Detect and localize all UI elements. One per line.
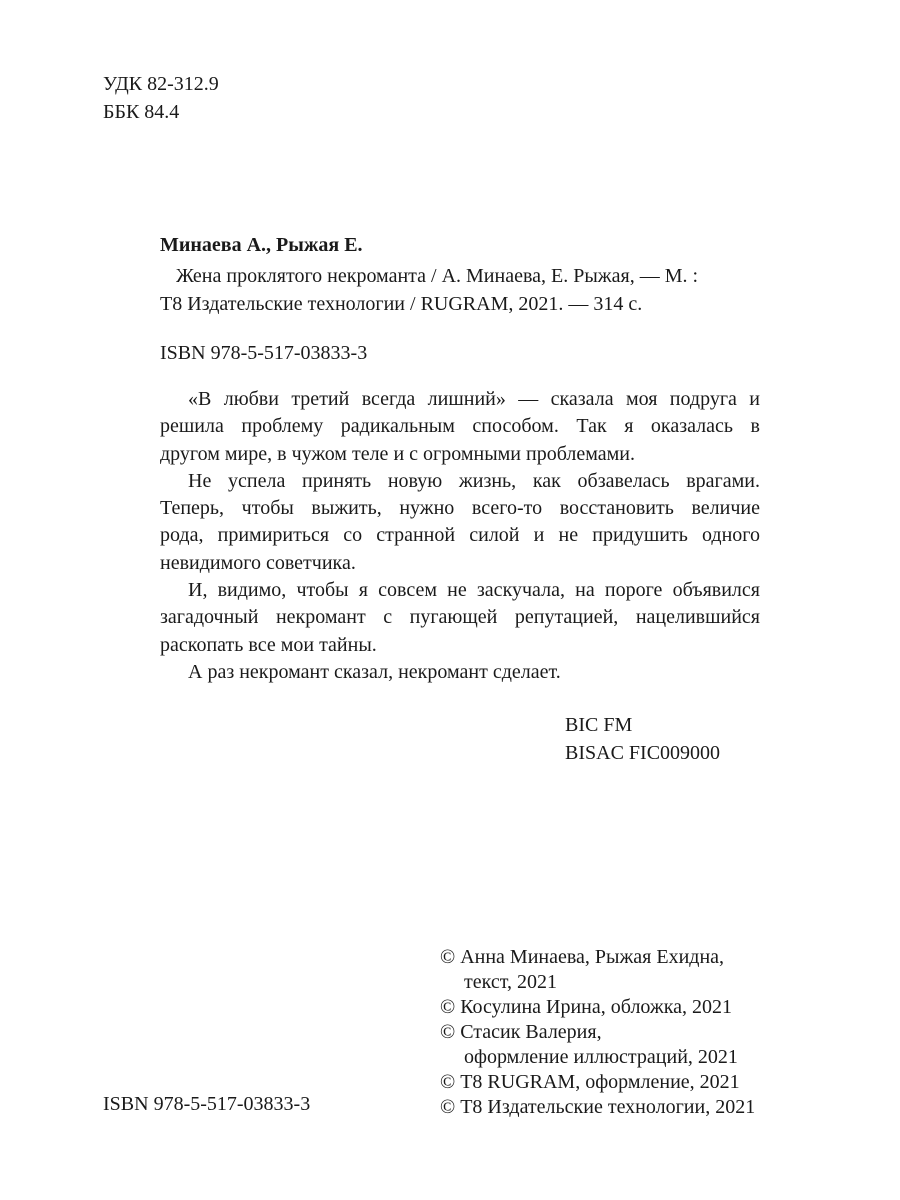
copyright-line: © Анна Минаева, Рыжая Ехидна, [440,946,725,968]
annotation-paragraph [160,386,760,468]
annotation-line: «В любви третий всегда лишний» — сказала моя подруга и [188,388,760,410]
annotation-line: раскопать все мои тайны. [160,633,377,656]
copyright-line: © Т8 RUGRAM, оформление, 2021 [440,1071,740,1093]
bbk-code: ББК 84.4 [103,101,180,123]
copyright-notices [440,945,770,1120]
annotation-paragraph [160,577,760,659]
annotation-line: рода, примириться со странной силой и не придушить одного [160,524,760,547]
isbn-top: ISBN 978-5-517-03833-3 [160,342,368,364]
copyright-line: текст, 2021 [464,971,557,993]
bic-code: BIC FM [565,714,633,736]
copyright-line: © Стасик Валерия, [440,1021,602,1043]
bibliographic-description [160,262,760,318]
annotation-line: невидимого советчика. [160,551,356,574]
isbn-bottom: ISBN 978-5-517-03833-3 [103,1093,311,1115]
biblio-line: Т8 Издательские технологии / RUGRAM, 2021. — 314 с. [160,293,643,315]
annotation-line: И, видимо, чтобы я совсем не заскучала, на пороге объявился [188,579,760,602]
annotation-line: загадочный некромант с пугающей репутацией, нацелившийся [160,606,760,629]
copyright-line: оформление иллюстраций, 2021 [464,1046,738,1068]
annotation-paragraph [160,659,760,686]
subject-codes [565,711,720,767]
annotation-line: А раз некромант сказал, некромант сделает. [188,660,561,683]
annotation [160,386,760,686]
bisac-code: BISAC FIC009000 [565,742,721,764]
annotation-paragraph [160,468,760,577]
authors-heading: Минаева А., Рыжая Е. [160,234,363,256]
udk-code: УДК 82-312.9 [103,73,219,95]
copyright-line: © Косулина Ирина, обложка, 2021 [440,996,733,1018]
annotation-line: другом мире, в чужом теле и с огромными проблемами. [160,442,635,465]
annotation-line: Теперь, чтобы выжить, нужно всего-то восстановить величие [160,497,760,520]
annotation-line: Не успела принять новую жизнь, как обзавелась врагами. [188,469,760,492]
biblio-line: Жена проклятого некроманта / А. Минаева, Е. Рыжая, — М. : [176,265,699,287]
annotation-line: решила проблему радикальным способом. Так я оказалась в [160,415,760,438]
copyright-line: © Т8 Издательские технологии, 2021 [440,1096,756,1118]
